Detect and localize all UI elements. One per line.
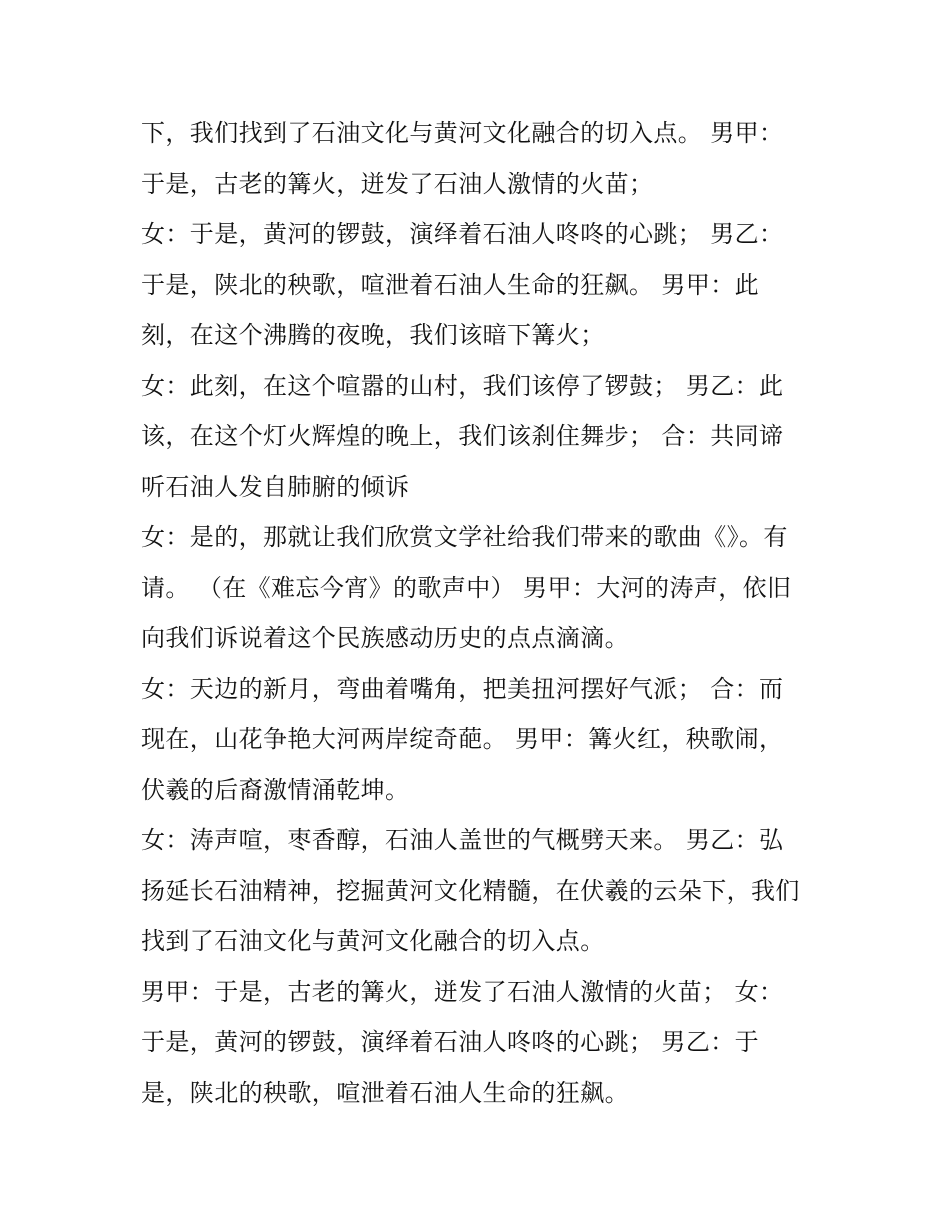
text-line: 刻，在这个沸腾的夜晚，我们该暗下篝火； (141, 321, 605, 349)
text-line: 扬延长石油精神，挖掘黄河文化精髓，在伏羲的云朵下，我们 (141, 876, 800, 905)
text-line: 下，我们找到了石油文化与黄河文化融合的切入点。 男甲： (141, 119, 784, 147)
text-line: 该，在这个灯火辉煌的晚上，我们该刹住舞步； 合：共同谛 (141, 422, 784, 450)
text-line: 女：涛声喧，枣香醇，石油人盖世的气概劈天来。 男乙：弘 (141, 826, 784, 854)
text-line: 女：是的，那就让我们欣赏文学社给我们带来的歌曲《》。有 (141, 523, 788, 551)
text-line: 现在，山花争艳大河两岸绽奇葩。 男甲：篝火红，秧歌闹， (141, 725, 784, 753)
script-text-body (141, 108, 841, 1118)
text-line: 男甲：于是，古老的篝火，迸发了石油人激情的火苗； 女： (141, 977, 784, 1006)
text-line: 女：天边的新月，弯曲着嘴角，把美扭河摆好气派； 合：而 (141, 674, 784, 703)
text-line: 于是，古老的篝火，迸发了石油人激情的火苗； (141, 169, 654, 198)
text-line: 请。 （在《难忘今宵》的歌声中） 男甲：大河的涛声，依旧 (141, 573, 792, 602)
text-line: 听石油人发自肺腑的倾诉 (141, 472, 410, 501)
text-line: 女：此刻，在这个喧嚣的山村，我们该停了锣鼓； 男乙：此 (141, 371, 784, 400)
text-line: 伏羲的后裔激情涌乾坤。 (141, 775, 410, 804)
text-line: 女：于是，黄河的锣鼓，演绎着石油人咚咚的心跳； 男乙： (141, 220, 784, 248)
text-line: 向我们诉说着这个民族感动历史的点点滴滴。 (141, 624, 629, 652)
text-line: 于是，黄河的锣鼓，演绎着石油人咚咚的心跳； 男乙：于 (141, 1028, 760, 1056)
text-line: 是，陕北的秧歌，喧泄着石油人生命的狂飙。 (141, 1078, 629, 1107)
text-line: 找到了石油文化与黄河文化融合的切入点。 (141, 927, 605, 955)
text-line: 于是，陕北的秧歌，喧泄着石油人生命的狂飙。 男甲：此 (141, 270, 760, 299)
